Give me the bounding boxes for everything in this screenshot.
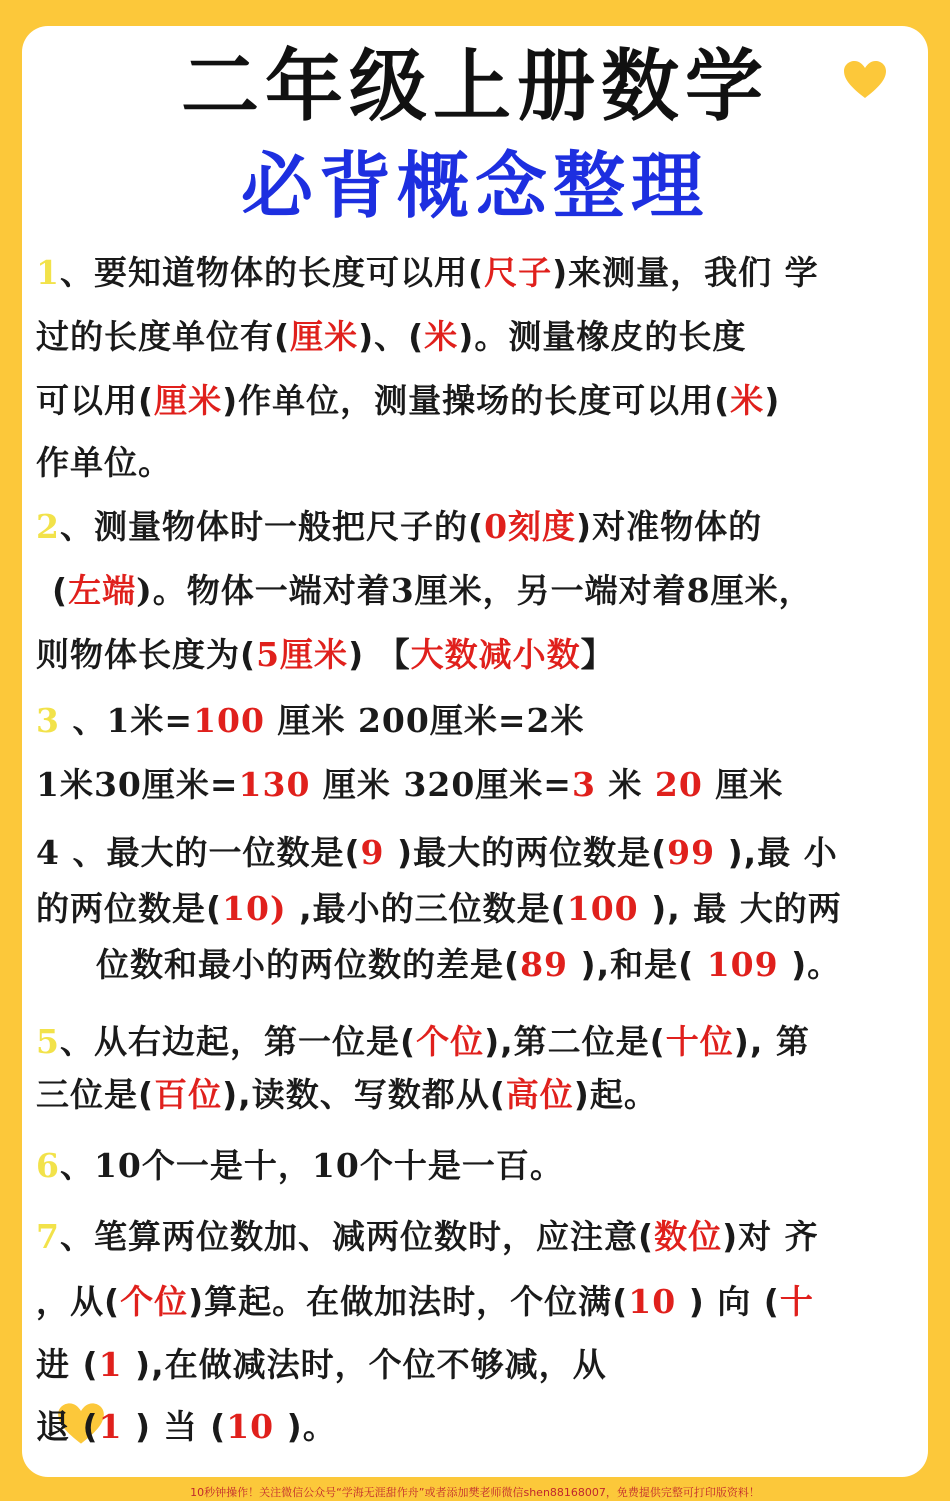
text-segment: ，从(	[36, 1282, 121, 1321]
answer-text: 高位	[505, 1075, 574, 1114]
footer-note: 10秒钟操作！关注微信公众号“学海无涯甜作舟”或者添加樊老师微信shen88168007，免费提供完整可打印版资料！	[190, 1486, 760, 1499]
concept-3-line	[36, 765, 784, 804]
item-number: 7	[36, 1217, 60, 1256]
text-segment: 、最大的一位数是(	[59, 833, 361, 872]
text-segment: 、测量物体时一般把尺子的(	[59, 507, 485, 546]
answer-text: 1	[98, 1345, 123, 1384]
item-number: 4	[36, 833, 60, 872]
text-segment: 厘米	[702, 765, 784, 804]
text-segment: )。物体一端对着3厘米，另一端对着8厘米，	[136, 571, 813, 610]
text-segment: ),和是(	[568, 945, 707, 984]
answer-text: 厘米	[290, 317, 359, 356]
item-number: 2	[36, 507, 60, 546]
concept-2-line	[36, 507, 763, 546]
text-segment: 1米30厘米=	[36, 765, 239, 804]
answer-text: 百位	[154, 1075, 223, 1114]
text-segment: 可以用(	[36, 381, 155, 420]
text-segment: 厘米 320厘米=	[310, 765, 572, 804]
text-segment: ),在做减法时，个位不够减，从	[122, 1345, 607, 1384]
answer-text: 厘米	[154, 381, 223, 420]
answer-text: 100	[193, 701, 265, 740]
text-segment: )对准物体的	[576, 507, 763, 546]
text-segment: )对 齐	[722, 1217, 819, 1256]
text-segment: ), 第	[733, 1022, 810, 1061]
text-segment: 过的长度单位有(	[36, 317, 291, 356]
concept-6-line	[36, 1146, 564, 1185]
answer-text: 个位	[120, 1282, 189, 1321]
text-segment: ,最小的三位数是(	[286, 889, 567, 928]
answer-text: 个位	[416, 1022, 485, 1061]
answer-text: 0刻度	[484, 507, 577, 546]
answer-text: 米	[730, 381, 765, 420]
item-number: 3	[36, 701, 60, 740]
content-card	[22, 26, 928, 1477]
answer-text: 1	[98, 1407, 123, 1446]
text-segment: 则物体长度为(	[36, 635, 257, 674]
item-number: 5	[36, 1022, 60, 1061]
text-segment: ),最 小	[715, 833, 838, 872]
text-segment: )最大的两位数是(	[384, 833, 668, 872]
answer-text: 20	[654, 765, 703, 804]
text-segment: ), 最 大的两	[638, 889, 842, 928]
answer-text: 米	[424, 317, 459, 356]
text-segment: 退 (	[36, 1407, 99, 1446]
answer-text: 109	[706, 945, 779, 984]
answer-text: 大数减小数	[410, 635, 581, 674]
text-segment: ),第二位是(	[484, 1022, 666, 1061]
answer-text: 尺子	[484, 253, 553, 292]
text-segment: 、1米=	[59, 701, 194, 740]
text-segment: 位数和最小的两位数的差是(	[96, 945, 521, 984]
answer-text: 十位	[665, 1022, 734, 1061]
answer-text: 9	[360, 833, 385, 872]
text-segment: (	[52, 571, 69, 610]
answer-text: 99	[667, 833, 716, 872]
concept-2-line	[36, 635, 615, 674]
concept-1-line	[36, 443, 172, 482]
concept-4-line	[36, 833, 838, 872]
concept-7-line	[36, 1407, 337, 1446]
concept-3-line	[36, 701, 585, 740]
page-title: 二年级上册数学	[180, 42, 769, 132]
concept-1-line	[36, 381, 781, 420]
text-segment: 、10个一是十，10个十是一百。	[59, 1146, 564, 1185]
answer-text: 数位	[654, 1217, 723, 1256]
text-segment: )	[764, 381, 781, 420]
text-segment: 进 (	[36, 1345, 99, 1384]
text-segment: )来测量，我们 学	[552, 253, 819, 292]
answer-text: 10)	[222, 889, 287, 928]
answer-text: 左端	[68, 571, 137, 610]
concept-4-line	[36, 889, 842, 928]
text-segment: ) 当 (	[122, 1407, 227, 1446]
answer-text: 89	[520, 945, 569, 984]
text-segment: 、从右边起，第一位是(	[59, 1022, 417, 1061]
answer-text: 5厘米	[256, 635, 349, 674]
text-segment: )作单位，测量操场的长度可以用(	[222, 381, 731, 420]
concept-5-line	[36, 1022, 810, 1061]
text-segment: 厘米 200厘米=2米	[264, 701, 585, 740]
item-number: 1	[36, 253, 60, 292]
text-segment: )、(	[358, 317, 425, 356]
answer-text: 100	[566, 889, 639, 928]
text-segment: 三位是(	[36, 1075, 155, 1114]
concept-2-line	[52, 571, 813, 610]
item-number: 6	[36, 1146, 60, 1185]
text-segment: 的两位数是(	[36, 889, 223, 928]
concept-7-line	[36, 1217, 819, 1256]
concept-4-line	[96, 945, 842, 984]
text-segment: )。测量橡皮的长度	[458, 317, 747, 356]
concept-1-line	[36, 317, 747, 356]
text-segment: )算起。在做加法时，个位满(	[188, 1282, 629, 1321]
text-segment: ) 向 (	[676, 1282, 780, 1321]
concept-1-line	[36, 253, 819, 292]
answer-text: 10	[628, 1282, 677, 1321]
text-segment: ) 【	[348, 635, 411, 674]
page-subtitle: 必背概念整理	[240, 144, 709, 228]
concept-7-line	[36, 1345, 607, 1384]
answer-text: 10	[226, 1407, 275, 1446]
text-segment: 】	[580, 635, 615, 674]
answer-text: 3	[571, 765, 596, 804]
concept-5-line	[36, 1075, 658, 1114]
text-segment: ),读数、写数都从(	[222, 1075, 506, 1114]
text-segment: 作单位。	[36, 443, 172, 482]
text-segment: )起。	[573, 1075, 658, 1114]
answer-text: 130	[238, 765, 311, 804]
text-segment: )。	[778, 945, 842, 984]
concept-7-line	[36, 1282, 814, 1321]
text-segment: 、要知道物体的长度可以用(	[59, 253, 485, 292]
text-segment: 米	[595, 765, 655, 804]
text-segment: )。	[274, 1407, 337, 1446]
answer-text: 十	[779, 1282, 814, 1321]
text-segment: 、笔算两位数加、减两位数时，应注意(	[59, 1217, 655, 1256]
